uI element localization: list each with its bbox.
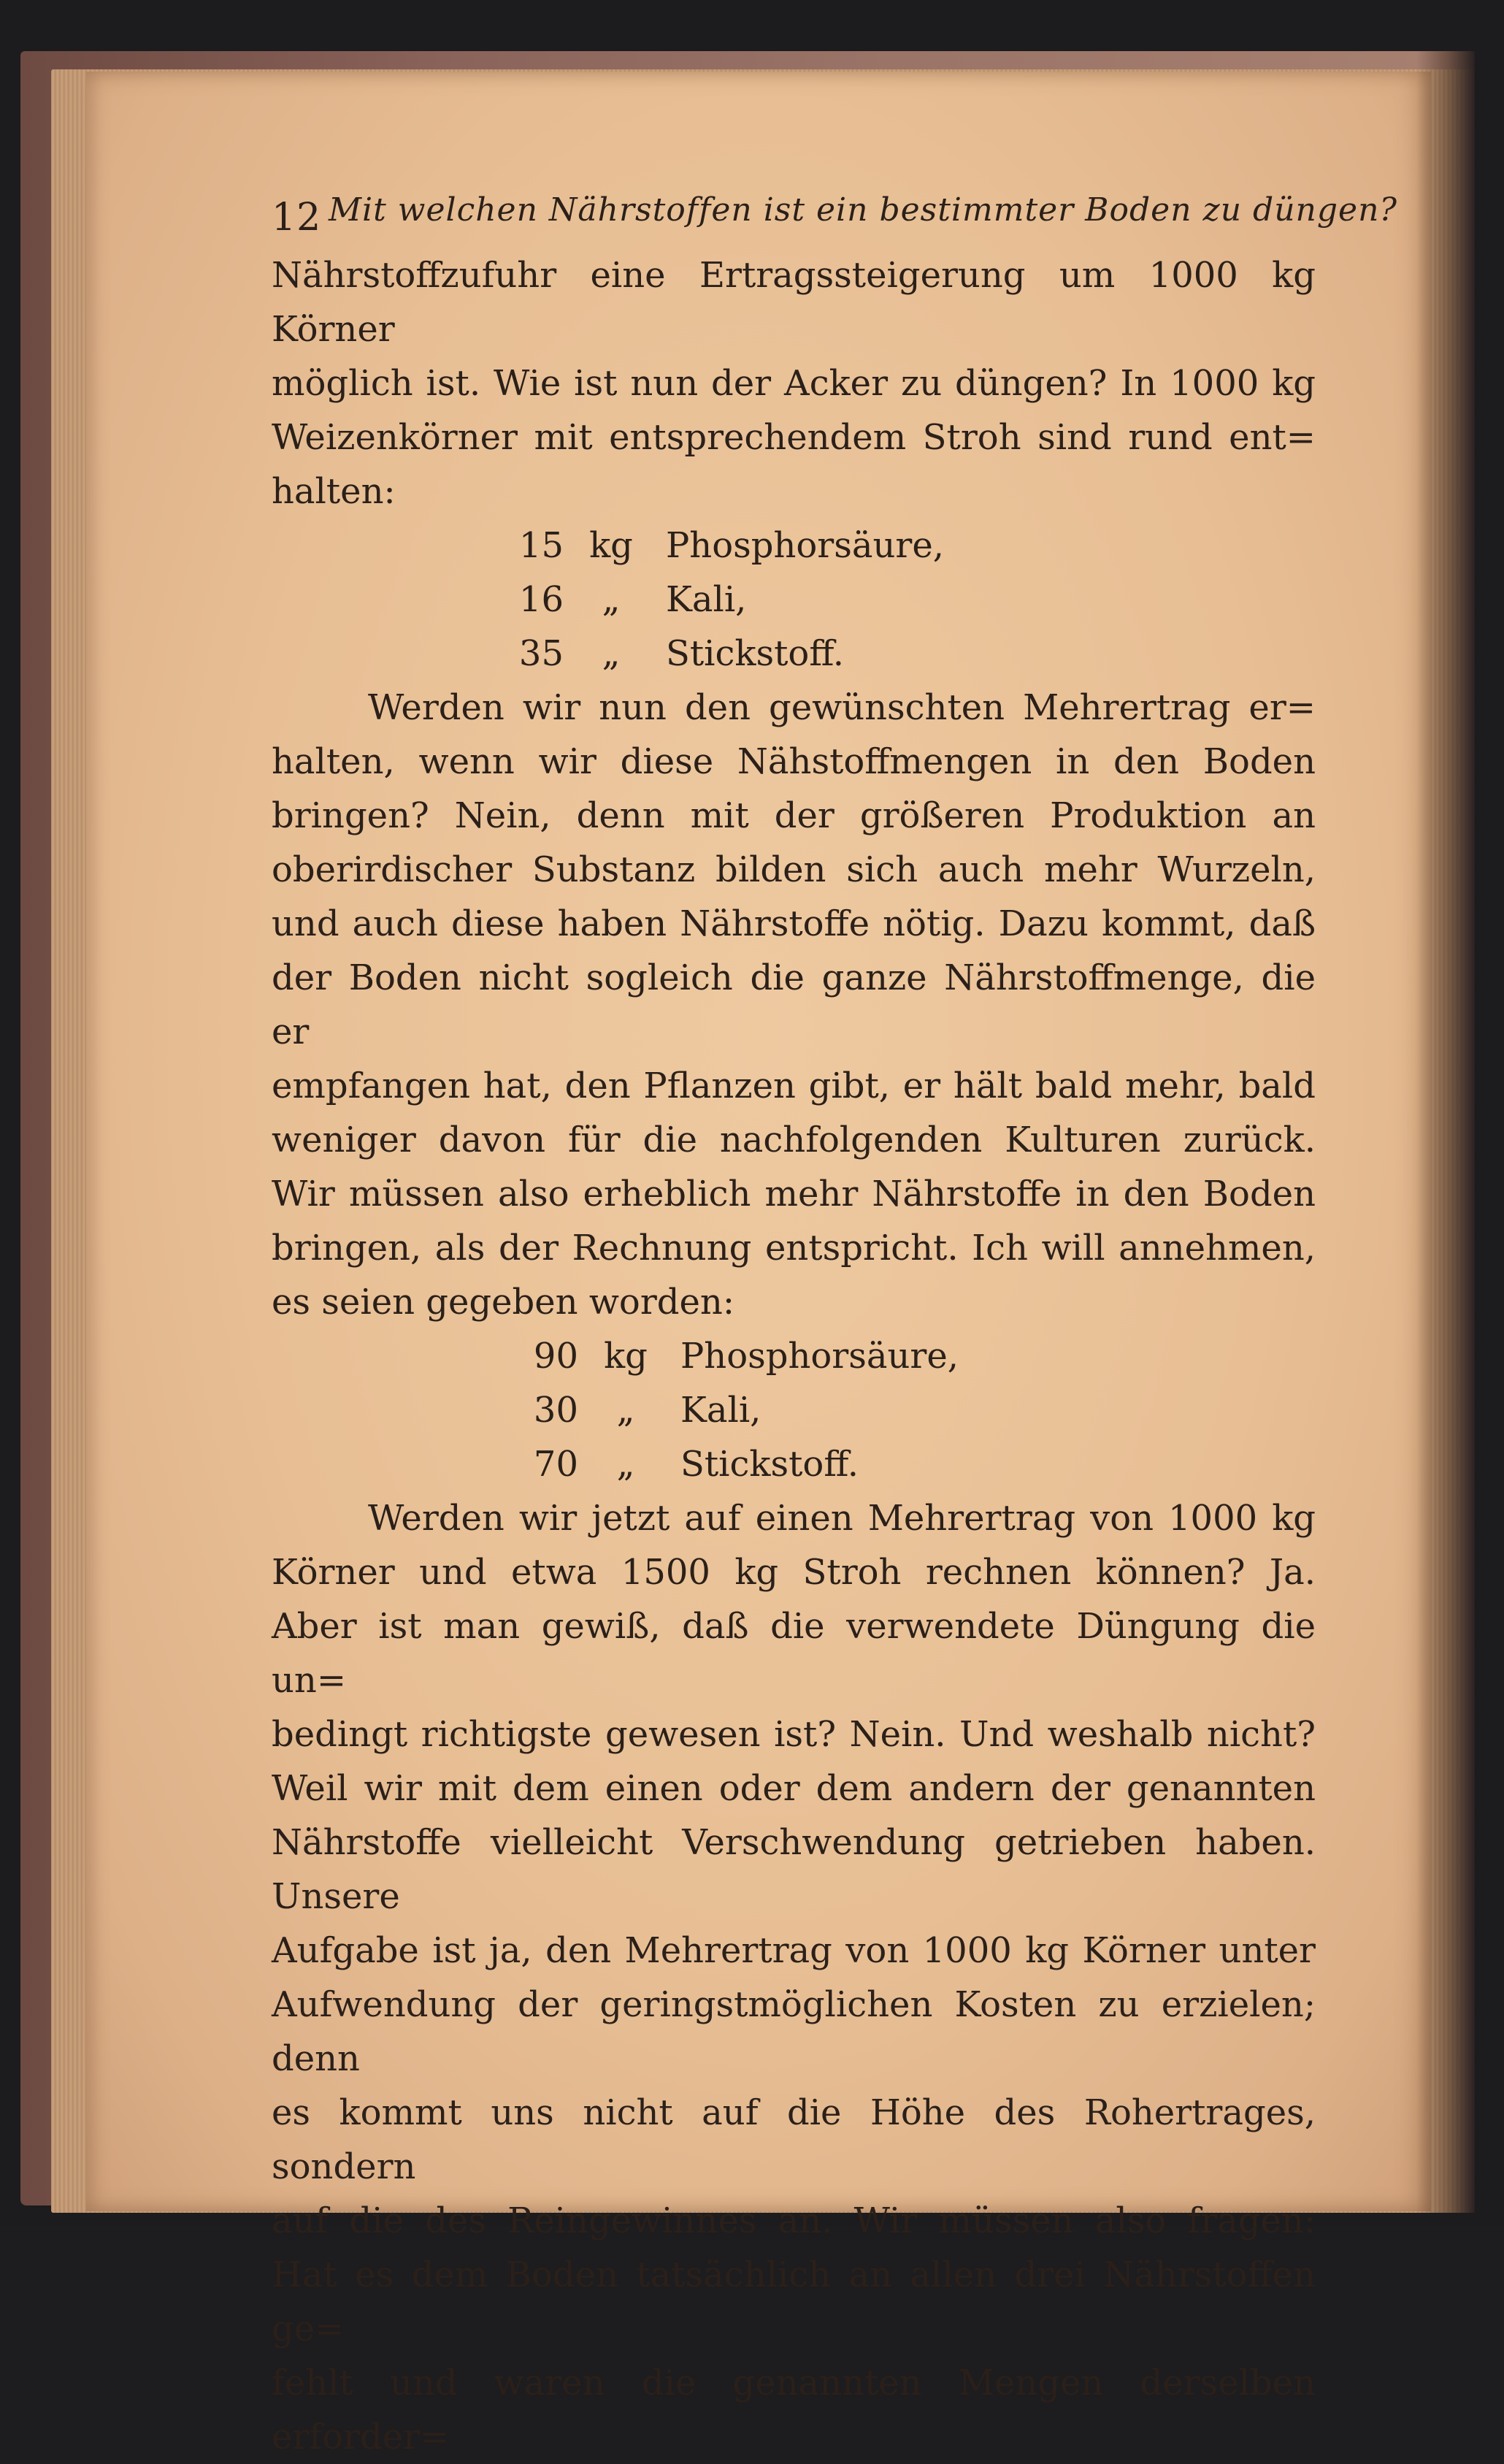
- quantity: 15: [518, 525, 564, 566]
- running-title: Mit welchen Nährstoffen ist ein bestimmter Boden zu düngen?: [329, 191, 1398, 229]
- text-line: halten:: [272, 471, 396, 512]
- nutrient-name: Phosphorsäure,: [666, 525, 944, 566]
- list-item: [483, 627, 1316, 681]
- list-item: [498, 1329, 1316, 1383]
- list-item: [483, 573, 1316, 627]
- text-line: auf die des Reingewinnes an. Wir müssen also fragen:: [272, 2200, 1316, 2241]
- text-line: Hat es dem Boden tatsächlich an allen drei Nährstoffen ge=: [272, 2254, 1316, 2349]
- text-line: bringen? Nein, denn mit der größeren Produktion an: [272, 795, 1316, 836]
- text-line: Werden wir nun den gewünschten Mehrertrag er=: [368, 687, 1316, 728]
- text-line: weniger davon für die nachfolgenden Kulturen zurück.: [272, 1120, 1316, 1160]
- text-line: Werden wir jetzt auf einen Mehrertrag von 1000 kg: [368, 1498, 1316, 1539]
- text-line: Nährstoffe vielleicht Verschwendung getrieben haben. Unsere: [272, 1822, 1316, 1917]
- list-item: [483, 519, 1316, 573]
- text-line: Nährstoffzufuhr eine Ertragssteigerung um 1000 kg Körner: [272, 255, 1316, 350]
- list-item: [498, 1437, 1316, 1491]
- text-line: Körner und etwa 1500 kg Stroh rechnen können? Ja.: [272, 1552, 1316, 1593]
- unit: „: [602, 579, 621, 620]
- unit: „: [616, 1390, 635, 1431]
- paragraph-3: [272, 1491, 1316, 2464]
- unit: „: [602, 633, 621, 674]
- quantity: 30: [533, 1390, 578, 1431]
- text-line: bedingt richtigste gewesen ist? Nein. Und weshalb nicht?: [272, 1714, 1316, 1755]
- nutrient-list-1: [483, 519, 1316, 681]
- unit: „: [616, 1444, 635, 1485]
- quantity: 90: [533, 1336, 578, 1377]
- text-line: Aber ist man gewiß, daß die verwendete Düngung die un=: [272, 1606, 1316, 1701]
- paragraph-1: [272, 248, 1316, 519]
- nutrient-name: Phosphorsäure,: [680, 1336, 959, 1377]
- running-header: [272, 183, 1398, 248]
- spine-shadow: [1416, 51, 1475, 2213]
- page-text: [272, 183, 1398, 2464]
- nutrient-list-2: [498, 1329, 1316, 1491]
- text-line: bringen, als der Rechnung entspricht. Ich will annehmen,: [272, 1228, 1316, 1269]
- paragraph-2: [272, 681, 1316, 1329]
- quantity: 35: [518, 633, 564, 674]
- text-line: Aufwendung der geringstmöglichen Kosten zu erzielen; denn: [272, 1984, 1316, 2079]
- text-line: halten, wenn wir diese Nähstoffmengen in den Boden: [272, 741, 1316, 782]
- unit: kg: [604, 1336, 648, 1377]
- unit: kg: [589, 525, 633, 566]
- text-line: es kommt uns nicht auf die Höhe des Rohertrages, sondern: [272, 2092, 1316, 2187]
- text-line: empfangen hat, den Pflanzen gibt, er hält bald mehr, bald: [272, 1065, 1316, 1106]
- quantity: 70: [533, 1444, 578, 1485]
- text-line: Weizenkörner mit entsprechendem Stroh sind rund ent=: [272, 417, 1316, 458]
- text-line: möglich ist. Wie ist nun der Acker zu düngen? In 1000 kg: [272, 363, 1316, 404]
- quantity: 16: [518, 579, 564, 620]
- nutrient-name: Kali,: [680, 1390, 761, 1431]
- text-line: Wir müssen also erheblich mehr Nährstoffe in den Boden: [272, 1174, 1316, 1214]
- text-line: Weil wir mit dem einen oder dem andern der genannten: [272, 1768, 1316, 1809]
- page-number: 12: [272, 196, 322, 240]
- text-line: und auch diese haben Nährstoffe nötig. Dazu kommt, daß: [272, 903, 1316, 944]
- text-line: der Boden nicht sogleich die ganze Nährstoffmenge, die er: [272, 957, 1316, 1052]
- nutrient-name: Stickstoff.: [680, 1444, 859, 1485]
- nutrient-name: Stickstoff.: [666, 633, 844, 674]
- text-line: es seien gegeben worden:: [272, 1282, 734, 1323]
- text-line: oberirdischer Substanz bilden sich auch mehr Wurzeln,: [272, 849, 1316, 890]
- text-line: Aufgabe ist ja, den Mehrertrag von 1000 kg Körner unter: [272, 1930, 1316, 1971]
- nutrient-name: Kali,: [666, 579, 747, 620]
- list-item: [498, 1383, 1316, 1437]
- text-line: fehlt und waren die genannten Mengen derselben erforder=: [272, 2362, 1316, 2457]
